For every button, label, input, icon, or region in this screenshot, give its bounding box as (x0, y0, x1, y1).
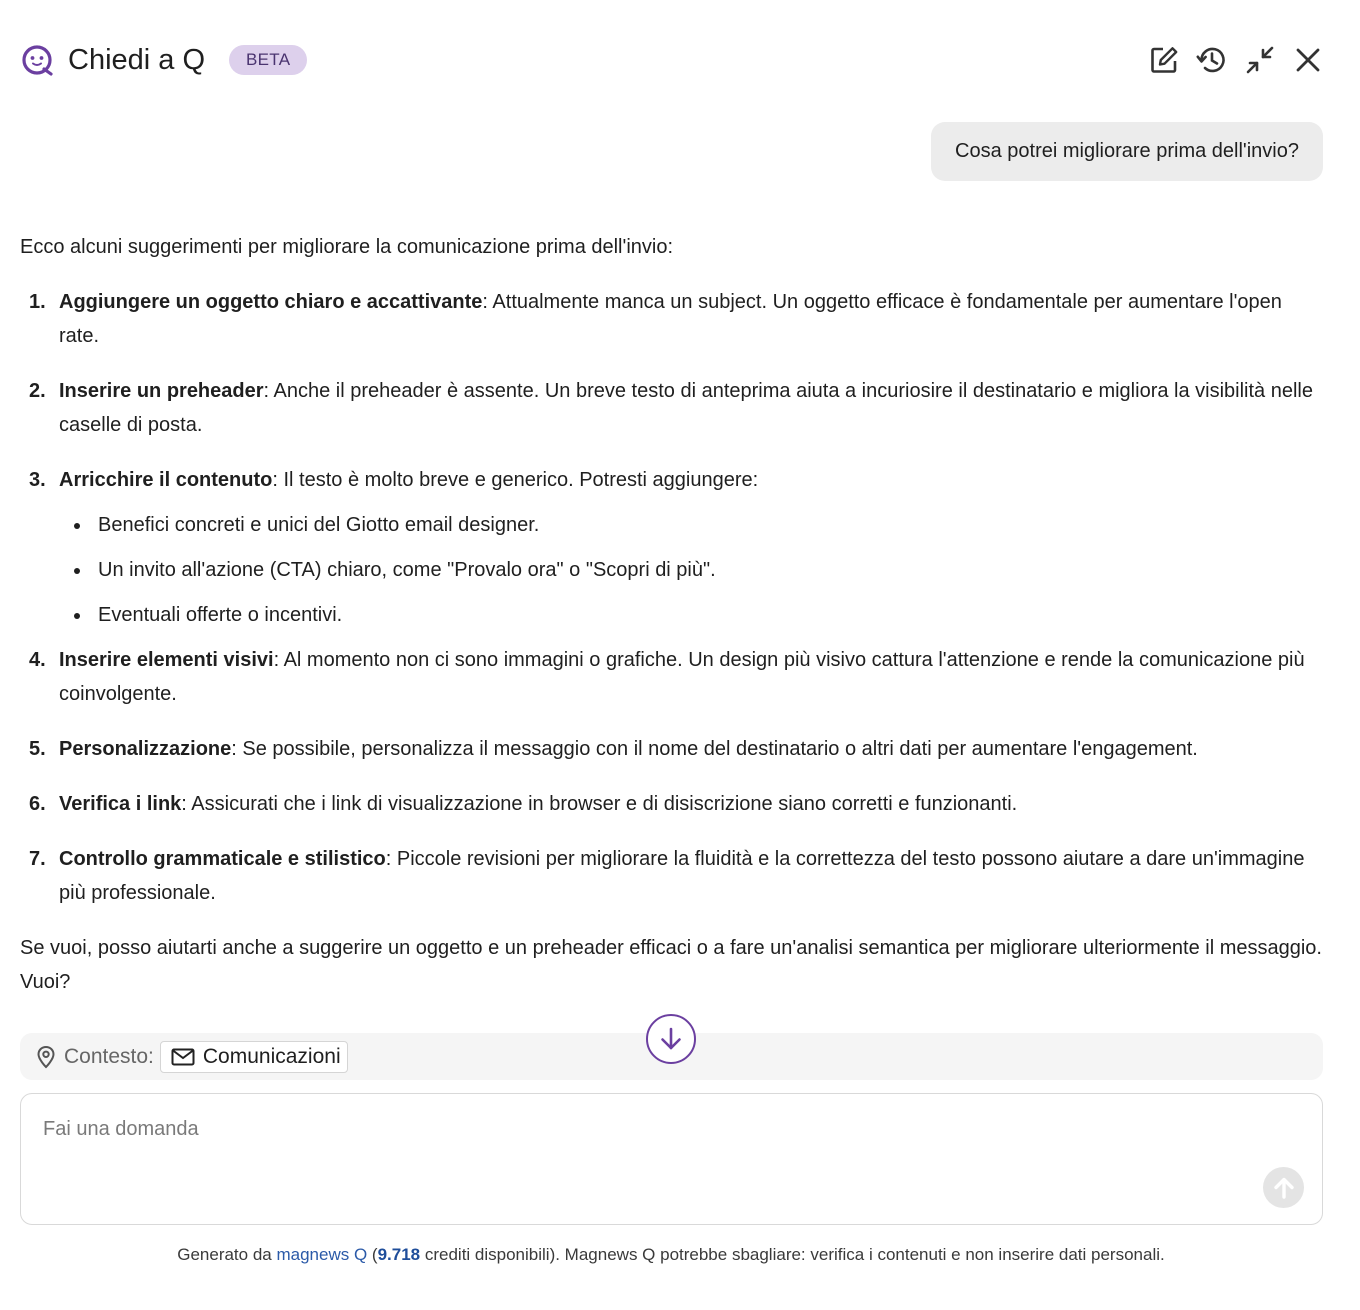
item-number: 7. (29, 848, 46, 870)
history-icon (1196, 44, 1228, 76)
item-title: Inserire un preheader (59, 380, 264, 402)
item-text: : Piccole revisioni per migliorare la fluidità e la correttezza del testo possono aiutare a dare un'immagine più professionale. (59, 848, 1305, 904)
list-item (20, 643, 1325, 711)
bullet-item: Un invito all'azione (CTA) chiaro, come "Provalo ora" o "Scopri di più". (59, 553, 1325, 587)
magnews-q-link[interactable]: magnews Q (276, 1245, 368, 1264)
item-title: Aggiungere un oggetto chiaro e accattivante (59, 291, 483, 313)
item-text: : Assicurati che i link di visualizzazione in browser e di disiscrizione siano corretti e funzionanti. (181, 793, 1018, 815)
list-item (20, 374, 1325, 442)
item-title: Personalizzazione (59, 738, 232, 760)
item-title: Inserire elementi visivi (59, 649, 274, 671)
close-icon (1295, 47, 1321, 73)
panel-header (20, 38, 1324, 82)
item-number: 5. (29, 738, 46, 760)
item-text: : Anche il preheader è assente. Un breve testo di anteprima aiuta a incuriosire il destinatario e migliora la visibilità nelle caselle di posta. (59, 380, 1313, 436)
footer-disclaimer (0, 1245, 1342, 1265)
collapse-icon (1245, 45, 1275, 75)
list-item (20, 285, 1325, 353)
user-message-text: Cosa potrei migliorare prima dell'invio? (955, 140, 1299, 162)
header-actions (1148, 44, 1324, 76)
close-button[interactable] (1292, 44, 1324, 76)
item-number: 2. (29, 380, 46, 402)
user-message-bubble (931, 122, 1323, 181)
new-chat-button[interactable] (1148, 44, 1180, 76)
bullet-item: Benefici concreti e unici del Giotto email designer. (59, 508, 1325, 542)
arrow-down-icon (659, 1026, 683, 1052)
list-item (20, 463, 1325, 632)
question-input[interactable] (43, 1118, 1243, 1178)
list-item (20, 732, 1325, 766)
item-text: : Il testo è molto breve e generico. Potresti aggiungere: (272, 469, 759, 491)
minimize-button[interactable] (1244, 44, 1276, 76)
item-number: 1. (29, 291, 46, 313)
item-title: Verifica i link (59, 793, 182, 815)
list-item (20, 787, 1325, 821)
beta-badge: BETA (229, 45, 307, 75)
edit-icon (1149, 45, 1179, 75)
item-title: Controllo grammaticale e stilistico (59, 848, 386, 870)
mail-icon (171, 1048, 195, 1066)
panel-title: Chiedi a Q (68, 43, 206, 76)
location-pin-icon (36, 1045, 56, 1069)
scroll-to-bottom-button[interactable] (646, 1014, 696, 1064)
q-logo-icon (20, 43, 54, 77)
context-chip[interactable] (160, 1041, 348, 1073)
history-button[interactable] (1196, 44, 1228, 76)
bullet-item: Eventuali offerte o incentivi. (59, 598, 1325, 632)
answer-outro: Se vuoi, posso aiutarti anche a suggerire un oggetto e un preheader efficaci o a fare un'analisi semantica per migliorare ulteriormente il messaggio. Vuoi? (20, 937, 1322, 993)
item-text: : Al momento non ci sono immagini o grafiche. Un design più visivo cattura l'attenzione e rende la comunicazione più coinvolgente. (59, 649, 1305, 705)
sub-bullet-list (59, 508, 1325, 632)
suggestion-list (20, 285, 1325, 910)
footer-open-paren: ( (367, 1245, 378, 1264)
item-text: : Attualmente manca un subject. Un oggetto efficace è fondamentale per aumentare l'open rate. (59, 291, 1282, 347)
list-item (20, 842, 1325, 910)
context-chip-label: Comunicazioni (202, 1044, 341, 1068)
context-label: Contesto: (64, 1044, 154, 1068)
item-number: 3. (29, 469, 46, 491)
send-button[interactable] (1263, 1167, 1304, 1208)
assistant-answer (20, 230, 1325, 999)
item-number: 4. (29, 649, 46, 671)
question-input-box (20, 1093, 1323, 1225)
footer-prefix: Generato da (177, 1245, 277, 1264)
credits-count: 9.718 (377, 1245, 421, 1264)
item-number: 6. (29, 793, 46, 815)
item-title: Arricchire il contenuto (59, 469, 273, 491)
answer-intro: Ecco alcuni suggerimenti per migliorare la comunicazione prima dell'invio: (20, 236, 674, 258)
footer-suffix: crediti disponibili). Magnews Q potrebbe sbagliare: verifica i contenuti e non inserire dati personali. (420, 1245, 1165, 1264)
arrow-up-icon (1273, 1176, 1295, 1200)
item-text: : Se possibile, personalizza il messaggio con il nome del destinatario o altri dati per aumentare l'engagement. (231, 738, 1198, 760)
